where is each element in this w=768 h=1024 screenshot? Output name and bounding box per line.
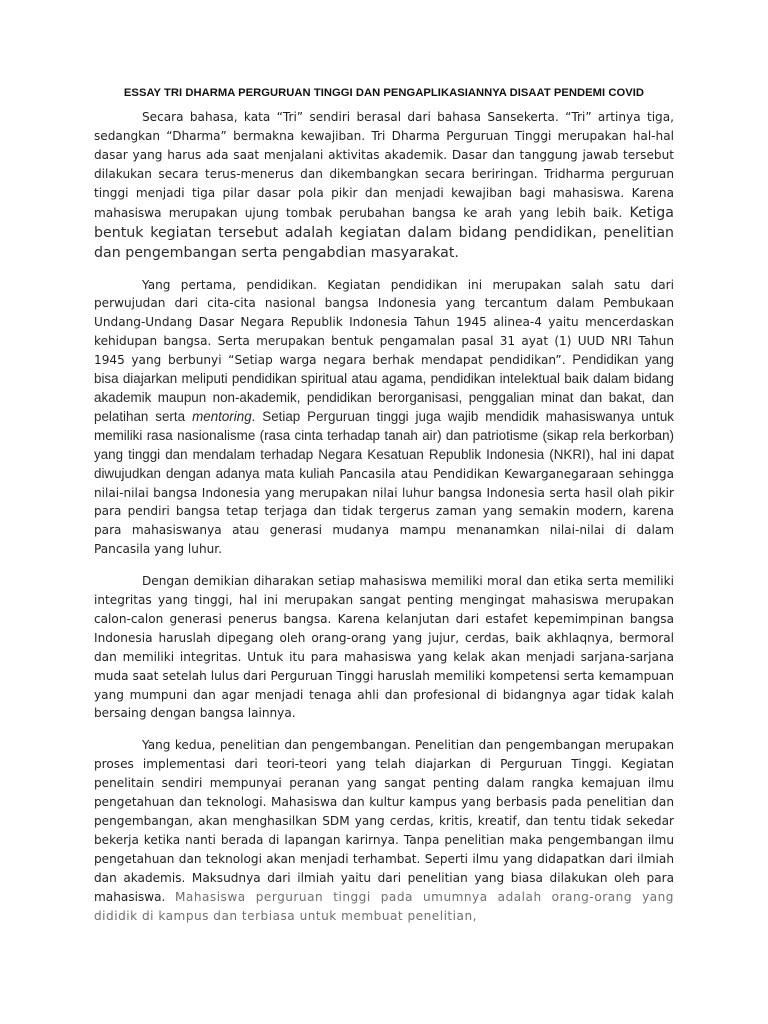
paragraph-research [94,736,674,925]
paragraph-research-text-grey: Mahasiswa perguruan tinggi pada umumnya adalah orang-orang yang dididik di kampus dan terbiasa untuk membuat penelitian, [94,889,674,923]
paragraph-education-text-1: Yang pertama, pendidikan. Kegiatan pendidikan ini merupakan salah satu dari perwujudan dari cita-cita nasional bangsa Indonesia yang tercantum dalam Pembukaan Undang-Undang Dasar Negara Republik Indonesia Tahun 1945 alinea-4 yaitu mencerdaskan kehidupan bangsa. Serta merupakan bentuk pengamalan pasal 31 ayat (1) UUD NRI Tahun 1945 yang berbunyi “Setiap warga negara berhak mendapat pendidikan”. [94,277,674,368]
paragraph-integrity: Dengan demikian diharakan setiap mahasiswa memiliki moral dan etika serta memiliki integritas yang tinggi, hal ini merupakan sangat penting mengingat mahasiswa merupakan calon-calon generasi penerus bangsa. Karena kelanjutan dari estafet kepemimpinan bangsa Indonesia haruslah dipegang oleh orang-orang yang jujur, cerdas, baik akhlaqnya, bermoral dan memiliki integritas. Untuk itu para mahasiswa yang kelak akan menjadi sarjana-sarjana muda saat setelah lulus dari Perguruan Tinggi haruslah memiliki kompetensi serta kemampuan yang mumpuni dan agar menjadi tenaga ahli dan profesional di bidangnya agar tidak kalah bersaing dengan bangsa lainnya. [94,574,674,721]
paragraph-intro-text: Secara bahasa, kata “Tri” sendiri berasal dari bahasa Sansekerta. “Tri” artinya tiga, sedangkan “Dharma” bermakna kewajiban. Tri Dharma Perguruan Tinggi merupakan hal-hal dasar yang harus ada saat menjalani aktivitas akademik. Dasar dan tanggung jawab tersebut dilakukan secara terus-menerus dan dikembangkan secara beriringan. Tridharma perguruan tinggi menjadi tiga pilar dasar pola pikir dan menjadi kewajiban bagi mahasiswa. Karena mahasiswa merupakan ujung tombak perubahan bangsa ke arah yang lebih baik. [94,110,674,220]
mentoring-italic-text: mentoring [192,408,252,424]
document-title: ESSAY TRI DHARMA PERGURUAN TINGGI DAN PENGAPLIKASIANNYA DISAAT PENDEMI COVID [123,87,645,99]
paragraph-intro [94,108,674,263]
paragraph-intro-text-large: Ketiga bentuk kegiatan tersebut adalah kegiatan dalam bidang pendidikan, penelitian dan pengembangan serta pengabdian masyarakat. [94,204,674,261]
paragraph-education-text-3: . Setiap Perguruan tinggi juga wajib mendidik mahasiswanya untuk memiliki rasa nasionalisme (rasa cinta terhadap tanah air) dan patriotisme (sikap rela berkorban) yang tinggi dan mendalam terhadap Negara Kesatuan Republik Indonesia (NKRI), hal ini dapat diwujudkan dengan adanya mata kuliah [94,408,674,481]
paragraph-research-text: Yang kedua, penelitian dan pengembangan. Penelitian dan pengembangan merupakan proses implementasi dari teori-teori yang telah diajarkan di Perguruan Tinggi. Kegiatan penelitain sendiri mempunyai peranan yang sangat penting dalam rangka kemajuan ilmu pengetahuan dan teknologi. Mahasiswa dan kultur kampus yang berbasis pada penelitian dan pengembangan, akan menghasilkan SDM yang cerdas, kritis, kreatif, dan tentu tidak sekedar bekerja ketika nanti berada di lapangan karirnya. Tanpa penelitian maka pengembangan ilmu pengetahuan dan teknologi akan menjadi terhambat. Seperti ilmu yang didapatkan dari ilmiah dan akademis. Maksudnya dari ilmiah yaitu dari penelitian yang biasa dilakukan oleh para mahasiswa. [94,738,674,904]
paragraph-education-text-2: Pendidikan yang bisa diajarkan meliputi pendidikan spiritual atau agama, pendidikan intelektual baik dalam bidang akademik maupun non-akademik, pendidikan berorganisasi, penggalian minat dan bakat, dan pelatihan serta [94,352,674,424]
paragraph-education-text-4: Pancasila atau Pendidikan Kewarganegaraan sehingga nilai-nilai bangsa Indonesia yang merupakan nilai luhur bangsa Indonesia serta hasil olah pikir para pendiri bangsa tetap terjaga dan tidak tergerus zaman yang semakin modern, karena para mahasiswanya atau generasi mudanya mampu menanamkan nilai-nilai di dalam Pancasila yang luhur. [94,466,674,557]
paragraph-education [94,276,674,560]
